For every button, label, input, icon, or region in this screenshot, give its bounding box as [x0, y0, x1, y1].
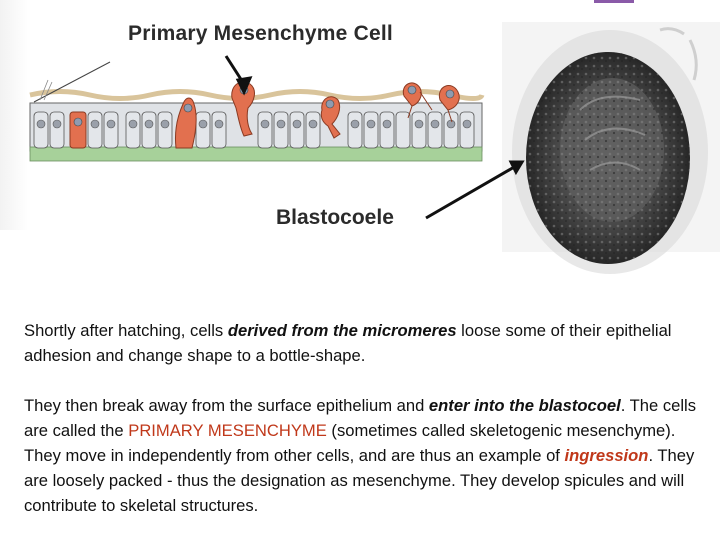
explanatory-text [24, 318, 716, 518]
paragraph-1 [24, 318, 716, 368]
p1-text-a: Shortly after hatching, cells [24, 321, 228, 340]
blastocoele-label: Blastocoele [276, 206, 394, 229]
p2-text-g: . They are loosely packed - thus the designation as mesenchyme. They develop spicules and will contribute to skeletal structures. [24, 446, 695, 515]
p2-emphasis-blastocoel: enter into the blastocoel [428, 396, 621, 415]
paragraph-2 [24, 393, 716, 518]
primary-mesenchyme-cell-label: Primary Mesenchyme Cell [128, 22, 393, 45]
p2-text-e: (sometimes called skeletogenic mesenchyme). They move in independently from other cells, and are thus an example of [24, 421, 676, 465]
p2-primary-mesenchyme-term: PRIMARY MESENCHYME [128, 421, 327, 440]
sem-embryo-image [502, 22, 720, 274]
p1-emphasis: derived from the micromeres [227, 321, 457, 340]
p2-ingression-term: ingression [564, 446, 649, 465]
p2-text-a: They then break away from the surface epithelium and [24, 396, 429, 415]
p1-text-c: loose some of their epithelial adhesion and change shape to a bottle-shape. [24, 321, 672, 365]
p2-text-c: . The cells are called the [24, 396, 697, 440]
